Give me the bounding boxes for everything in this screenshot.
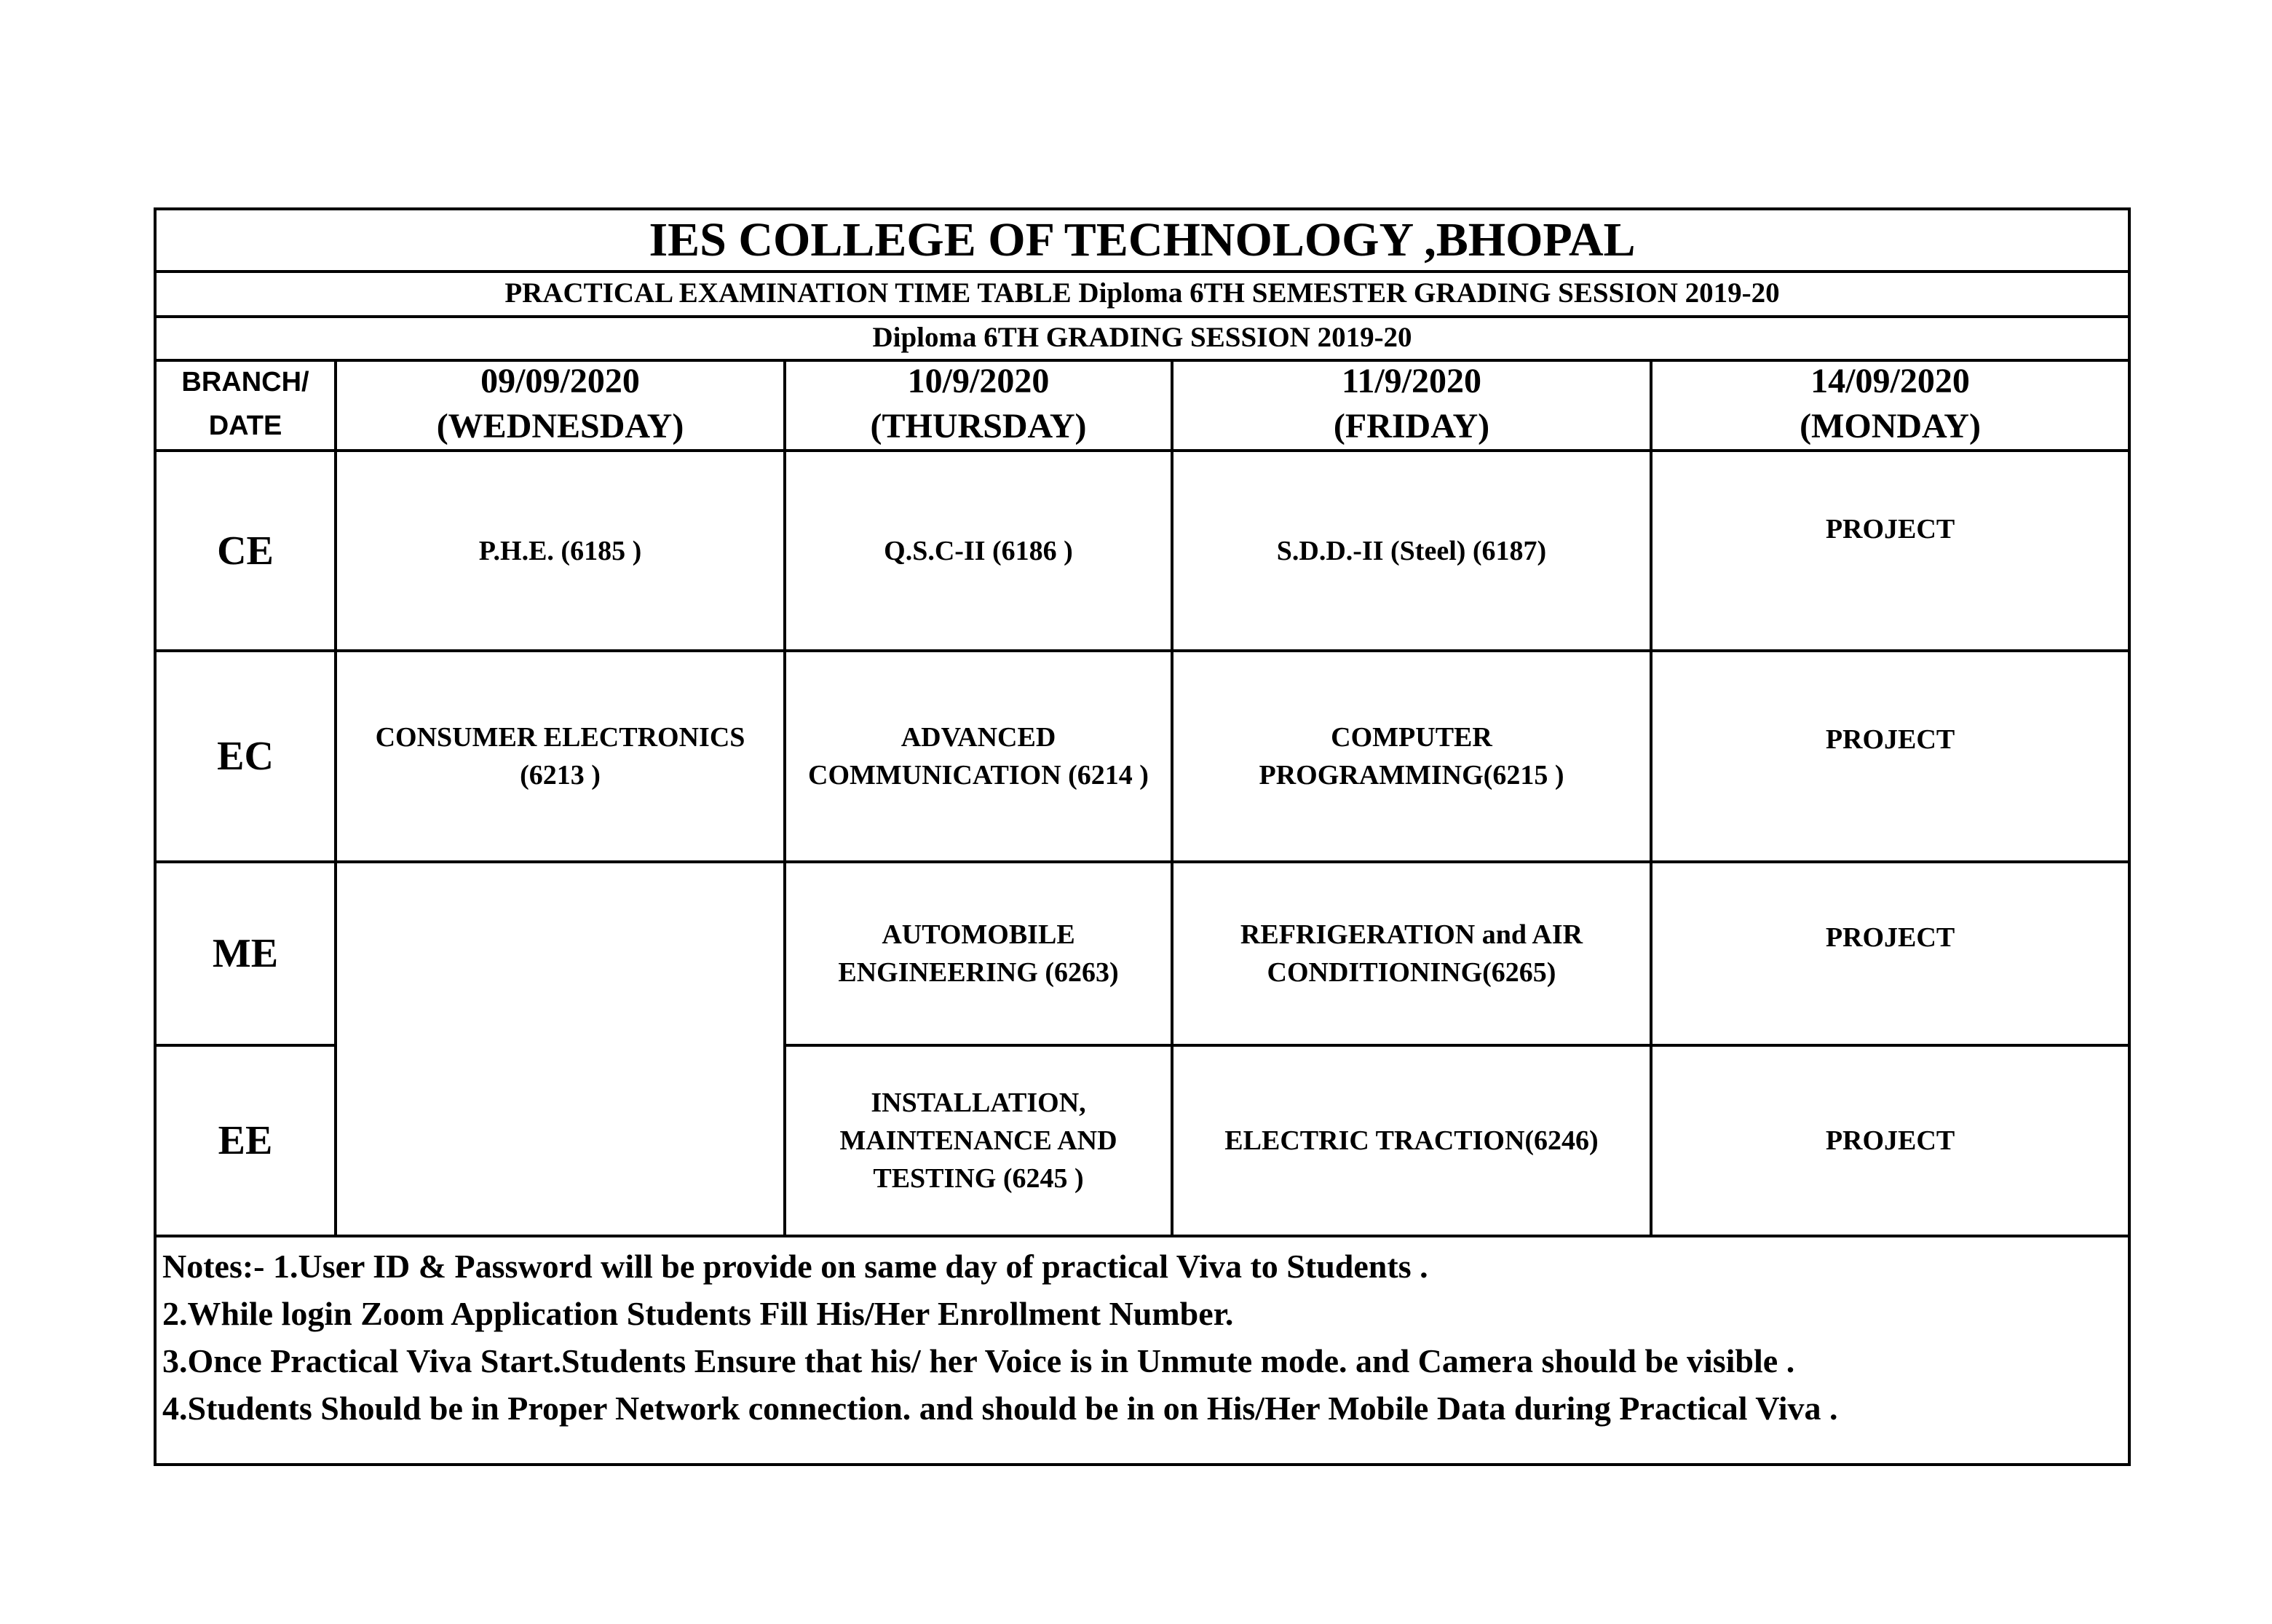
day-header <box>336 359 785 451</box>
subject-line: (6213 ) <box>520 760 601 791</box>
branch-row-ec <box>157 651 2128 862</box>
note-line: 2.While login Zoom Application Students Fill His/Her Enrollment Number. <box>162 1295 1234 1332</box>
subject-cell <box>785 1045 1172 1236</box>
subject-line: REFRIGERATION and AIR <box>1240 919 1583 950</box>
subject-line: CONSUMER ELECTRONICS <box>375 722 745 753</box>
empty-cell <box>336 862 785 1236</box>
day-name: (THURSDAY) <box>870 407 1087 445</box>
subject-cell <box>1172 862 1651 1045</box>
day-date: 11/9/2020 <box>1341 362 1482 400</box>
note-line: Notes:- 1.User ID & Password will be provide on same day of practical Viva to Students . <box>162 1248 1428 1285</box>
exam-subtitle: PRACTICAL EXAMINATION TIME TABLE Diploma 6TH SEMESTER GRADING SESSION 2019-20 <box>157 270 2128 318</box>
subject-cell: PROJECT <box>1651 651 2128 862</box>
header-row <box>157 359 2128 451</box>
subject-line: ADVANCED <box>901 722 1056 753</box>
subject-line: COMPUTER <box>1331 722 1492 753</box>
day-header <box>785 359 1172 451</box>
day-date: 09/09/2020 <box>480 362 640 400</box>
note-line: 4.Students Should be in Proper Network connection. and should be in on His/Her Mobile Data during Practical Viva . <box>162 1390 1838 1427</box>
subject-line: MAINTENANCE AND <box>839 1125 1117 1156</box>
subject-cell <box>336 651 785 862</box>
branch-label: EC <box>157 651 336 862</box>
day-date: 14/09/2020 <box>1810 362 1970 400</box>
branch-date-header <box>157 359 336 451</box>
note-line: 3.Once Practical Viva Start.Students Ensure that his/ her Voice is in Unmute mode. and Camera should be visible . <box>162 1342 1795 1379</box>
branch-label: ME <box>157 862 336 1045</box>
college-title: IES COLLEGE OF TECHNOLOGY ,BHOPAL <box>157 210 2128 273</box>
day-name: (MONDAY) <box>1800 407 1981 445</box>
subject-line: COMMUNICATION (6214 ) <box>808 760 1149 791</box>
subject-line: PROGRAMMING(6215 ) <box>1259 760 1564 791</box>
subject-cell: ELECTRIC TRACTION(6246) <box>1172 1045 1651 1236</box>
subject-cell: S.D.D.-II (Steel) (6187) <box>1172 451 1651 651</box>
day-name: (FRIDAY) <box>1333 407 1490 445</box>
branch-row-me <box>157 862 2128 1045</box>
day-name: (WEDNESDAY) <box>436 407 684 445</box>
subject-cell: Q.S.C-II (6186 ) <box>785 451 1172 651</box>
timetable-sheet <box>154 207 2131 1466</box>
subject-line: TESTING (6245 ) <box>873 1163 1084 1194</box>
subject-cell: PROJECT <box>1651 1045 2128 1236</box>
subject-cell <box>785 862 1172 1045</box>
timetable <box>157 359 2128 1237</box>
branch-header-line2: DATE <box>208 411 282 441</box>
session-subtitle: Diploma 6TH GRADING SESSION 2019-20 <box>157 315 2128 362</box>
notes-section <box>162 1243 1838 1432</box>
subject-cell <box>1172 651 1651 862</box>
subject-cell: PROJECT <box>1651 451 2128 651</box>
branch-row-ce <box>157 451 2128 651</box>
subject-cell <box>785 651 1172 862</box>
day-header <box>1172 359 1651 451</box>
branch-label: EE <box>157 1045 336 1236</box>
subject-line: ENGINEERING (6263) <box>838 957 1119 988</box>
day-header <box>1651 359 2128 451</box>
day-date: 10/9/2020 <box>907 362 1050 400</box>
branch-header-line1: BRANCH/ <box>181 367 309 397</box>
subject-cell: P.H.E. (6185 ) <box>336 451 785 651</box>
subject-line: CONDITIONING(6265) <box>1267 957 1556 988</box>
branch-label: CE <box>157 451 336 651</box>
subject-cell: PROJECT <box>1651 862 2128 1045</box>
subject-line: INSTALLATION, <box>871 1088 1086 1118</box>
subject-line: AUTOMOBILE <box>882 919 1075 950</box>
